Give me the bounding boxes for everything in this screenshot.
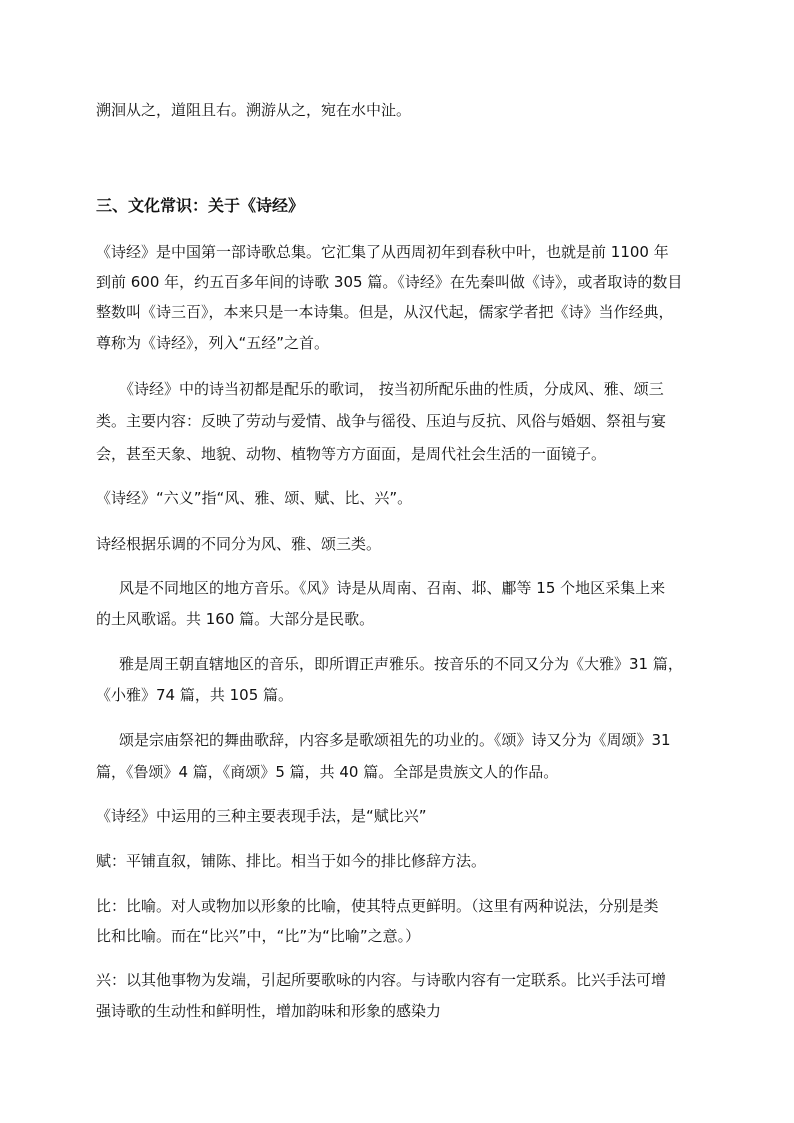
paragraph-line: 比：比喻。对人或物加以形象的比喻，使其特点更鲜明。（这里有两种说法，分别是类	[96, 897, 659, 915]
paragraph-line: 风是不同地区的地方音乐。《风》诗是从周南、召南、邶、鄘等 15 个地区采集上来	[119, 579, 666, 597]
paragraph-line: 的土风歌谣。共 160 篇。大部分是民歌。	[96, 610, 375, 628]
paragraph-line: 整数叫《诗三百》，本来只是一本诗集。但是，从汉代起，儒家学者把《诗》当作经典，	[96, 303, 674, 321]
paragraph-line: 篇，《鲁颂》4 篇，《商颂》5 篇，共 40 篇。全部是贵族文人的作品。	[96, 763, 559, 781]
poem-line: 溯洄从之，道阻且右。溯游从之，宛在水中沚。	[96, 101, 412, 119]
paragraph-line: 雅是周王朝直辖地区的音乐，即所谓正声雅乐。按音乐的不同又分为《大雅》31 篇，	[119, 655, 683, 673]
paragraph-line: 诗经根据乐调的不同分为风、雅、颂三类。	[96, 535, 382, 553]
paragraph-line: 类。主要内容：反映了劳动与爱情、战争与徭役、压迫与反抗、风俗与婚姻、祭祖与宴	[96, 412, 667, 430]
paragraph-line: 《诗经》中运用的三种主要表现手法，是“赋比兴”	[96, 807, 427, 825]
paragraph-line: 《诗经》是中国第一部诗歌总集。它汇集了从西周初年到春秋中叶，也就是前 1100 年	[96, 243, 669, 261]
paragraph-line: 《诗经》中的诗当初都是配乐的歌词， 按当初所配乐曲的性质，分成风、雅、颂三	[119, 380, 664, 398]
paragraph-line: 颂是宗庙祭祀的舞曲歌辞，内容多是歌颂祖先的功业的。《颂》诗又分为《周颂》31	[119, 731, 671, 749]
section-heading: 三、文化常识：关于《诗经》	[96, 196, 305, 215]
paragraph-line: 比和比喻。而在“比兴”中，“比”为“比喻”之意。）	[96, 927, 421, 945]
paragraph-line: 强诗歌的生动性和鲜明性，增加韵味和形象的感染力	[96, 1002, 442, 1020]
paragraph-line: 兴：以其他事物为发端，引起所要歌咏的内容。与诗歌内容有一定联系。比兴手法可增	[96, 971, 667, 989]
paragraph-line: 尊称为《诗经》，列入“五经”之首。	[96, 334, 330, 352]
paragraph-line: 《诗经》“六义”指“风、雅、颂、赋、比、兴”。	[96, 489, 413, 507]
paragraph-line: 会，甚至天象、地貌、动物、植物等方方面面，是周代社会生活的一面镜子。	[96, 445, 607, 463]
paragraph-line: 到前 600 年，约五百多年间的诗歌 305 篇。《诗经》在先秦叫做《诗》，或者取诗的数目	[96, 273, 683, 291]
paragraph-line: 赋：平铺直叙，铺陈、排比。相当于如今的排比修辞方法。	[96, 852, 487, 870]
paragraph-line: 《小雅》74 篇，共 105 篇。	[96, 686, 294, 704]
